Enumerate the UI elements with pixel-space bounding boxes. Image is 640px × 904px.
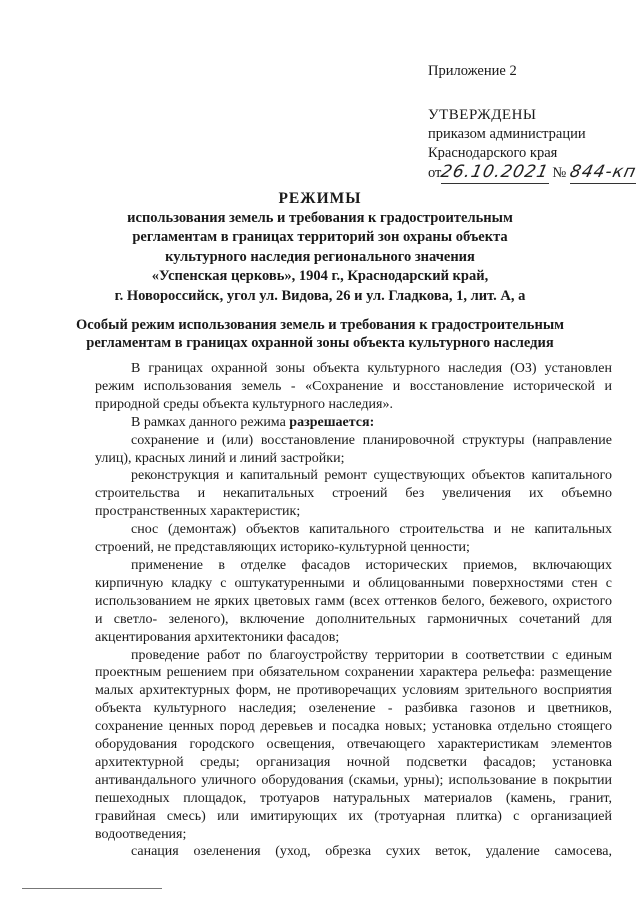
appendix-label: Приложение 2	[428, 63, 517, 79]
paragraph-6: применение в отделке фасадов исторических приемов, включающих кирпичную кладку с оштукатуренными и облицованными поверхностями стен с использованием не ярких цветовых гамм (всех оттенков белого, бежевого, охристого и светло- зеленого), включение дополнительных гармоничных сочетаний для акцентирования архитектоники фасадов;	[95, 557, 612, 645]
paragraph-2-text: В рамках данного режима	[131, 414, 290, 430]
paragraph-4: реконструкция и капитальный ремонт существующих объектов капитального строительства и некапитальных строений без увеличения их объемно пространственных характеристик;	[95, 468, 612, 520]
handwritten-number: 844-кп	[567, 162, 639, 182]
title-main: РЕЖИМЫ	[278, 190, 362, 207]
approved-heading: УТВЕРЖДЕНЫ	[428, 107, 537, 123]
paragraph-8: санация озеленения (уход, обрезка сухих веток, удаление самосева,	[131, 844, 612, 860]
paragraph-2	[95, 414, 612, 432]
approval-block	[428, 106, 639, 184]
number-prefix: №	[552, 165, 567, 181]
paragraph-7: проведение работ по благоустройству территории в соответствии с единым проектным решением при обязательном сохранении характера рельефа: размещение малых архитектурных форм, не противоречащих условиям зрительного восприятия объекта культурного наследия; озеленение - разбивка газонов и цветников, сохранение ценных пород деревьев и посадка новых; установка отдельно стоящего оборудования городского освещения, отвечающего характеристикам элементов архитектурной среды; организация ночной подсветки фасадов; установка антивандального уличного оборудования (скамьи, урны); использование в покрытии пешеходных площадок, тротуаров натуральных материалов (камень, гранит, гравийная смесь) или имитирующих их (тротуарная плитка) с организацией водоотведения;	[95, 647, 612, 842]
title-line-3: культурного наследия регионального значения	[165, 248, 475, 265]
order-line-2: Краснодарского края	[428, 145, 558, 161]
paragraph-1: В границах охранной зоны объекта культурного наследия (ОЗ) установлен режим использования земель - «Сохранение и восстановление исторической и природной среды объекта культурного наследия».	[95, 361, 612, 412]
title-line-2: регламентам в границах территорий зон охраны объекта	[132, 229, 508, 245]
permitted-label: разрешается:	[289, 414, 375, 430]
paragraph-5: снос (демонтаж) объектов капитального строительства и не капитальных строений, не представляющих историко-культурной ценности;	[95, 522, 612, 556]
paragraph-3: сохранение и (или) восстановление планировочной структуры (направление улиц), красных линий и линий застройки;	[95, 432, 612, 466]
number-field	[567, 162, 639, 184]
document-title	[40, 189, 600, 306]
title-line-4: «Успенская церковь», 1904 г., Краснодарский край,	[151, 268, 489, 284]
date-prefix: от	[428, 165, 442, 181]
document-body	[95, 360, 612, 861]
section-heading	[40, 316, 600, 352]
date-field	[439, 162, 551, 184]
title-line-1: использования земель и требования к градостроительным	[127, 209, 513, 226]
scan-edge-line	[22, 888, 162, 889]
order-date-line	[428, 162, 639, 184]
section-heading-line-1: Особый режим использования земель и требования к градостроительным	[75, 317, 565, 333]
handwritten-date: 26.10.2021	[439, 162, 551, 182]
title-line-5: г. Новороссийск, угол ул. Видова, 26 и ул. Гладкова, 1, лит. А, а	[114, 287, 526, 304]
section-heading-line-2: регламентам в границах охранной зоны объекта культурного наследия	[86, 335, 554, 351]
order-line-1: приказом администрации	[428, 126, 586, 142]
